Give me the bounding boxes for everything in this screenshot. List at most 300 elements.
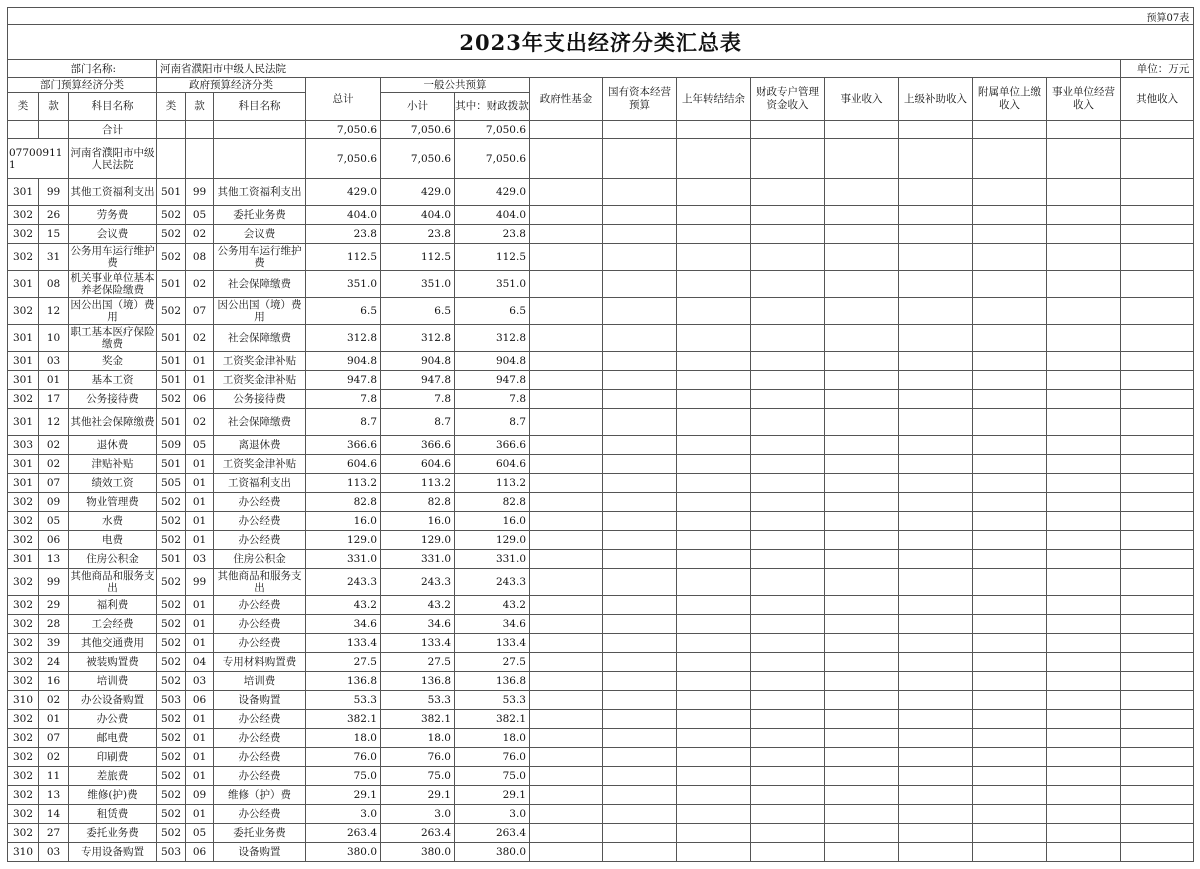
row-empty-cell [530, 691, 603, 710]
row-dept-kuan: 27 [39, 824, 69, 843]
row-empty-cell [530, 748, 603, 767]
row-gov-item-name: 设备购置 [214, 843, 306, 862]
row-empty-cell [973, 786, 1047, 805]
row-empty-cell [1047, 512, 1121, 531]
row-empty-cell [530, 710, 603, 729]
row-dept-lei: 302 [8, 244, 39, 271]
row-dept-lei: 310 [8, 843, 39, 862]
row-empty-cell [677, 390, 751, 409]
row-empty-cell [1121, 843, 1194, 862]
row-empty-cell [603, 550, 677, 569]
row-gov-lei: 502 [157, 569, 186, 596]
row-empty-cell [603, 271, 677, 298]
row-dept-kuan: 16 [39, 672, 69, 691]
row-empty-cell [530, 390, 603, 409]
row-empty-cell [530, 729, 603, 748]
row-empty-cell [677, 824, 751, 843]
row-gov-item-name: 社会保障缴费 [214, 271, 306, 298]
row-empty-cell [530, 653, 603, 672]
row-dept-item-name: 其他交通费用 [69, 634, 157, 653]
row-fiscal: 7.8 [455, 390, 530, 409]
row-dept-item-name: 办公费 [69, 710, 157, 729]
row-dept-kuan: 10 [39, 325, 69, 352]
header-gov-lei: 类 [157, 93, 186, 121]
row-subtotal: 29.1 [381, 786, 455, 805]
row-empty-cell [603, 729, 677, 748]
header-general-budget: 一般公共预算 [381, 78, 530, 93]
row-empty-cell [603, 298, 677, 325]
row-empty-cell [1047, 653, 1121, 672]
row-empty-cell [825, 179, 899, 206]
row-fiscal: 112.5 [455, 244, 530, 271]
row-dept-lei: 303 [8, 436, 39, 455]
row-empty-cell [825, 767, 899, 786]
row-empty-cell [1047, 390, 1121, 409]
row-gov-lei: 502 [157, 710, 186, 729]
row-gov-lei: 502 [157, 596, 186, 615]
row-gov-item-name: 工资奖金津补贴 [214, 352, 306, 371]
row-fiscal: 243.3 [455, 569, 530, 596]
row-empty-cell [825, 691, 899, 710]
row-subtotal: 136.8 [381, 672, 455, 691]
row-dept-kuan: 99 [39, 179, 69, 206]
row-empty-cell [825, 824, 899, 843]
row-fiscal: 136.8 [455, 672, 530, 691]
row-empty-cell [899, 325, 973, 352]
row-total: 75.0 [306, 767, 381, 786]
row-gov-lei: 501 [157, 371, 186, 390]
row-dept-item-name: 培训费 [69, 672, 157, 691]
row-gov-kuan: 07 [186, 298, 214, 325]
row-dept-item-name: 公务用车运行维护费 [70, 245, 155, 269]
row-dept-kuan: 31 [39, 244, 69, 271]
row-empty-cell [1121, 596, 1194, 615]
row-empty-cell [1047, 474, 1121, 493]
row-empty-cell [899, 244, 973, 271]
row-fiscal: 382.1 [455, 710, 530, 729]
row-gov-item-name: 办公经费 [214, 729, 306, 748]
row-dept-item-name: 机关事业单位基本养老保险缴费 [70, 272, 155, 296]
row-empty-cell [825, 325, 899, 352]
table-row [8, 843, 1194, 862]
form-number: 预算07表 [8, 8, 1194, 25]
table-row [8, 729, 1194, 748]
row-gov-kuan: 01 [186, 805, 214, 824]
table-row [8, 225, 1194, 244]
row-empty-cell [1121, 634, 1194, 653]
row-empty-cell [1121, 271, 1194, 298]
row-gov-item-name: 培训费 [214, 672, 306, 691]
row-empty-cell [1121, 550, 1194, 569]
total-row-subtotal: 7,050.6 [381, 121, 455, 139]
row-empty-cell [825, 615, 899, 634]
row-subtotal: 7.8 [381, 390, 455, 409]
row-empty-cell [751, 824, 825, 843]
row-empty-cell [530, 179, 603, 206]
row-gov-kuan: 99 [186, 569, 214, 596]
row-dept-lei: 302 [8, 531, 39, 550]
row-empty-cell [973, 225, 1047, 244]
row-empty-cell [530, 596, 603, 615]
row-empty-cell [825, 352, 899, 371]
row-empty-cell [603, 179, 677, 206]
row-gov-lei: 509 [157, 436, 186, 455]
row-empty-cell [825, 843, 899, 862]
row-empty-cell [603, 805, 677, 824]
row-fiscal: 76.0 [455, 748, 530, 767]
row-dept-kuan: 12 [39, 298, 69, 325]
row-gov-lei: 502 [157, 298, 186, 325]
row-empty-cell [603, 596, 677, 615]
row-empty-cell [677, 493, 751, 512]
row-total: 404.0 [306, 206, 381, 225]
row-dept-kuan: 26 [39, 206, 69, 225]
row-empty-cell [751, 493, 825, 512]
row-empty-cell [751, 710, 825, 729]
row-empty-cell [973, 596, 1047, 615]
table-row [8, 767, 1194, 786]
row-gov-item-name: 办公经费 [214, 493, 306, 512]
row-empty-cell [899, 179, 973, 206]
row-gov-kuan: 01 [186, 493, 214, 512]
row-empty-cell [825, 550, 899, 569]
row-empty-cell [1047, 271, 1121, 298]
row-empty-cell [1121, 436, 1194, 455]
row-gov-lei: 501 [157, 455, 186, 474]
row-empty-cell [1121, 493, 1194, 512]
row-dept-item-name: 差旅费 [69, 767, 157, 786]
row-dept-item-name: 津贴补贴 [69, 455, 157, 474]
header-operation-income: 事业单位经营收入 [1047, 78, 1121, 121]
row-gov-lei: 501 [157, 550, 186, 569]
header-subtotal: 小计 [381, 93, 455, 121]
header-dept-item-name: 科目名称 [69, 93, 157, 121]
row-empty-cell [899, 569, 973, 596]
row-total: 43.2 [306, 596, 381, 615]
row-empty-cell [751, 271, 825, 298]
row-dept-item-name: 租赁费 [69, 805, 157, 824]
row-empty-cell [677, 672, 751, 691]
row-fiscal: 604.6 [455, 455, 530, 474]
row-empty-cell [751, 653, 825, 672]
row-empty-cell [973, 271, 1047, 298]
row-subtotal: 18.0 [381, 729, 455, 748]
row-empty-cell [603, 474, 677, 493]
row-total: 382.1 [306, 710, 381, 729]
row-gov-lei: 503 [157, 843, 186, 862]
row-empty-cell [751, 550, 825, 569]
row-gov-kuan: 01 [186, 531, 214, 550]
row-dept-kuan: 15 [39, 225, 69, 244]
row-total: 604.6 [306, 455, 381, 474]
row-empty-cell [899, 298, 973, 325]
row-gov-kuan: 08 [186, 244, 214, 271]
row-subtotal: 382.1 [381, 710, 455, 729]
row-gov-item-name: 公务接待费 [214, 390, 306, 409]
row-empty-cell [899, 531, 973, 550]
row-empty-cell [899, 474, 973, 493]
table-row [8, 371, 1194, 390]
row-empty-cell [530, 409, 603, 436]
row-subtotal: 604.6 [381, 455, 455, 474]
row-empty-cell [973, 244, 1047, 271]
dept-row-name: 河南省濮阳市中级人民法院 [69, 139, 157, 179]
row-empty-cell [825, 748, 899, 767]
row-total: 113.2 [306, 474, 381, 493]
table-row [8, 615, 1194, 634]
row-gov-item-name: 委托业务费 [214, 206, 306, 225]
row-dept-kuan: 28 [39, 615, 69, 634]
row-dept-kuan: 02 [39, 455, 69, 474]
total-row-total: 7,050.6 [306, 121, 381, 139]
row-dept-item-name: 退休费 [69, 436, 157, 455]
row-dept-lei: 302 [8, 206, 39, 225]
row-empty-cell [899, 455, 973, 474]
table-row [8, 325, 1194, 352]
row-empty-cell [973, 691, 1047, 710]
row-subtotal: 82.8 [381, 493, 455, 512]
row-empty-cell [1047, 691, 1121, 710]
row-empty-cell [825, 244, 899, 271]
row-total: 429.0 [306, 179, 381, 206]
table-row [8, 206, 1194, 225]
row-empty-cell [751, 569, 825, 596]
row-fiscal: 29.1 [455, 786, 530, 805]
header-gov-fund: 政府性基金 [530, 78, 603, 121]
row-empty-cell [899, 493, 973, 512]
row-gov-kuan: 01 [186, 512, 214, 531]
row-gov-lei: 501 [157, 271, 186, 298]
dept-name: 河南省濮阳市中级人民法院 [157, 60, 1121, 78]
row-empty-cell [1047, 748, 1121, 767]
row-gov-lei: 502 [157, 390, 186, 409]
row-dept-item-name: 住房公积金 [69, 550, 157, 569]
row-empty-cell [1121, 805, 1194, 824]
row-empty-cell [530, 843, 603, 862]
row-empty-cell [530, 767, 603, 786]
row-dept-kuan: 02 [39, 691, 69, 710]
row-total: 82.8 [306, 493, 381, 512]
row-dept-lei: 302 [8, 615, 39, 634]
row-empty-cell [530, 569, 603, 596]
table-row [8, 596, 1194, 615]
header-dept-classification: 部门预算经济分类 [8, 78, 157, 93]
row-dept-item-name: 水费 [69, 512, 157, 531]
row-dept-lei: 302 [8, 569, 39, 596]
row-gov-item-name: 办公经费 [214, 767, 306, 786]
row-fiscal: 263.4 [455, 824, 530, 843]
row-gov-item-name: 办公经费 [214, 512, 306, 531]
row-gov-kuan: 05 [186, 824, 214, 843]
row-empty-cell [530, 371, 603, 390]
table-row [8, 531, 1194, 550]
row-subtotal: 133.4 [381, 634, 455, 653]
row-total: 947.8 [306, 371, 381, 390]
row-subtotal: 113.2 [381, 474, 455, 493]
row-empty-cell [973, 325, 1047, 352]
row-empty-cell [1047, 225, 1121, 244]
row-dept-kuan: 02 [39, 748, 69, 767]
row-empty-cell [1121, 455, 1194, 474]
row-empty-cell [825, 786, 899, 805]
row-empty-cell [751, 786, 825, 805]
row-empty-cell [677, 767, 751, 786]
row-empty-cell [899, 653, 973, 672]
row-empty-cell [677, 371, 751, 390]
row-empty-cell [973, 653, 1047, 672]
row-dept-lei: 302 [8, 805, 39, 824]
dept-label: 部门名称: [8, 60, 157, 78]
row-total: 34.6 [306, 615, 381, 634]
row-dept-item-name: 会议费 [69, 225, 157, 244]
header-gov-classification: 政府预算经济分类 [157, 78, 306, 93]
row-empty-cell [751, 225, 825, 244]
row-fiscal: 18.0 [455, 729, 530, 748]
row-empty-cell [530, 455, 603, 474]
row-dept-kuan: 11 [39, 767, 69, 786]
row-empty-cell [603, 531, 677, 550]
row-empty-cell [973, 569, 1047, 596]
row-empty-cell [973, 409, 1047, 436]
row-dept-lei: 302 [8, 596, 39, 615]
row-empty-cell [751, 390, 825, 409]
row-empty-cell [603, 225, 677, 244]
row-gov-item-name: 办公经费 [214, 615, 306, 634]
row-empty-cell [973, 531, 1047, 550]
header-special-account: 财政专户管理资金收入 [751, 78, 825, 121]
row-gov-lei: 502 [157, 786, 186, 805]
row-gov-kuan: 06 [186, 390, 214, 409]
row-empty-cell [1047, 493, 1121, 512]
row-empty-cell [825, 634, 899, 653]
row-dept-lei: 302 [8, 786, 39, 805]
row-empty-cell [751, 455, 825, 474]
row-dept-lei: 302 [8, 493, 39, 512]
row-empty-cell [751, 474, 825, 493]
row-dept-kuan: 07 [39, 474, 69, 493]
row-empty-cell [973, 615, 1047, 634]
row-subtotal: 947.8 [381, 371, 455, 390]
row-fiscal: 331.0 [455, 550, 530, 569]
row-empty-cell [530, 512, 603, 531]
row-empty-cell [825, 390, 899, 409]
row-gov-kuan: 01 [186, 615, 214, 634]
row-subtotal: 16.0 [381, 512, 455, 531]
header-dept-lei: 类 [8, 93, 39, 121]
row-empty-cell [825, 455, 899, 474]
row-gov-kuan: 06 [186, 843, 214, 862]
row-gov-lei: 505 [157, 474, 186, 493]
row-empty-cell [530, 531, 603, 550]
row-empty-cell [1047, 729, 1121, 748]
row-dept-item-name: 公务接待费 [69, 390, 157, 409]
row-subtotal: 76.0 [381, 748, 455, 767]
row-subtotal: 380.0 [381, 843, 455, 862]
row-empty-cell [825, 409, 899, 436]
row-gov-kuan: 01 [186, 729, 214, 748]
row-dept-lei: 302 [8, 390, 39, 409]
row-empty-cell [530, 550, 603, 569]
row-empty-cell [603, 748, 677, 767]
row-dept-lei: 301 [8, 455, 39, 474]
row-empty-cell [530, 206, 603, 225]
row-empty-cell [677, 455, 751, 474]
row-gov-item-name: 公务用车运行维护费 [214, 244, 306, 271]
row-empty-cell [899, 824, 973, 843]
row-dept-item-name: 工会经费 [69, 615, 157, 634]
row-dept-lei: 302 [8, 767, 39, 786]
row-dept-lei: 301 [8, 352, 39, 371]
row-dept-kuan: 01 [39, 371, 69, 390]
row-gov-kuan: 01 [186, 455, 214, 474]
row-gov-lei: 502 [157, 767, 186, 786]
row-empty-cell [530, 493, 603, 512]
row-dept-kuan: 99 [39, 569, 69, 596]
row-gov-kuan: 01 [186, 474, 214, 493]
row-empty-cell [1121, 390, 1194, 409]
row-empty-cell [899, 615, 973, 634]
row-empty-cell [603, 767, 677, 786]
row-dept-lei: 302 [8, 710, 39, 729]
row-empty-cell [530, 474, 603, 493]
table-row [8, 634, 1194, 653]
row-gov-lei: 502 [157, 672, 186, 691]
row-subtotal: 53.3 [381, 691, 455, 710]
row-dept-item-name: 专用设备购置 [69, 843, 157, 862]
row-dept-lei: 302 [8, 824, 39, 843]
header-other-income: 其他收入 [1121, 78, 1194, 121]
row-gov-lei: 501 [157, 352, 186, 371]
row-empty-cell [677, 729, 751, 748]
header-dept-kuan: 款 [39, 93, 69, 121]
row-gov-item-name: 社会保障缴费 [214, 409, 306, 436]
row-gov-lei: 502 [157, 805, 186, 824]
row-dept-lei: 301 [8, 409, 39, 436]
row-empty-cell [899, 672, 973, 691]
row-total: 366.6 [306, 436, 381, 455]
row-empty-cell [825, 805, 899, 824]
row-empty-cell [1121, 691, 1194, 710]
row-empty-cell [1047, 596, 1121, 615]
table-row [8, 409, 1194, 436]
row-empty-cell [677, 843, 751, 862]
row-empty-cell [1121, 767, 1194, 786]
row-empty-cell [1047, 325, 1121, 352]
row-empty-cell [603, 409, 677, 436]
row-empty-cell [825, 569, 899, 596]
row-empty-cell [1121, 786, 1194, 805]
row-empty-cell [677, 436, 751, 455]
row-total: 380.0 [306, 843, 381, 862]
row-empty-cell [530, 325, 603, 352]
row-gov-kuan: 06 [186, 691, 214, 710]
row-subtotal: 27.5 [381, 653, 455, 672]
row-empty-cell [1047, 786, 1121, 805]
row-total: 243.3 [306, 569, 381, 596]
total-row-label: 合计 [69, 121, 157, 139]
row-empty-cell [751, 767, 825, 786]
row-empty-cell [677, 805, 751, 824]
row-gov-kuan: 03 [186, 672, 214, 691]
row-empty-cell [899, 436, 973, 455]
row-subtotal: 404.0 [381, 206, 455, 225]
summary-table [7, 7, 1194, 862]
row-dept-kuan: 01 [39, 710, 69, 729]
row-empty-cell [1047, 767, 1121, 786]
row-empty-cell [973, 298, 1047, 325]
row-fiscal: 113.2 [455, 474, 530, 493]
row-gov-item-name: 办公经费 [214, 805, 306, 824]
